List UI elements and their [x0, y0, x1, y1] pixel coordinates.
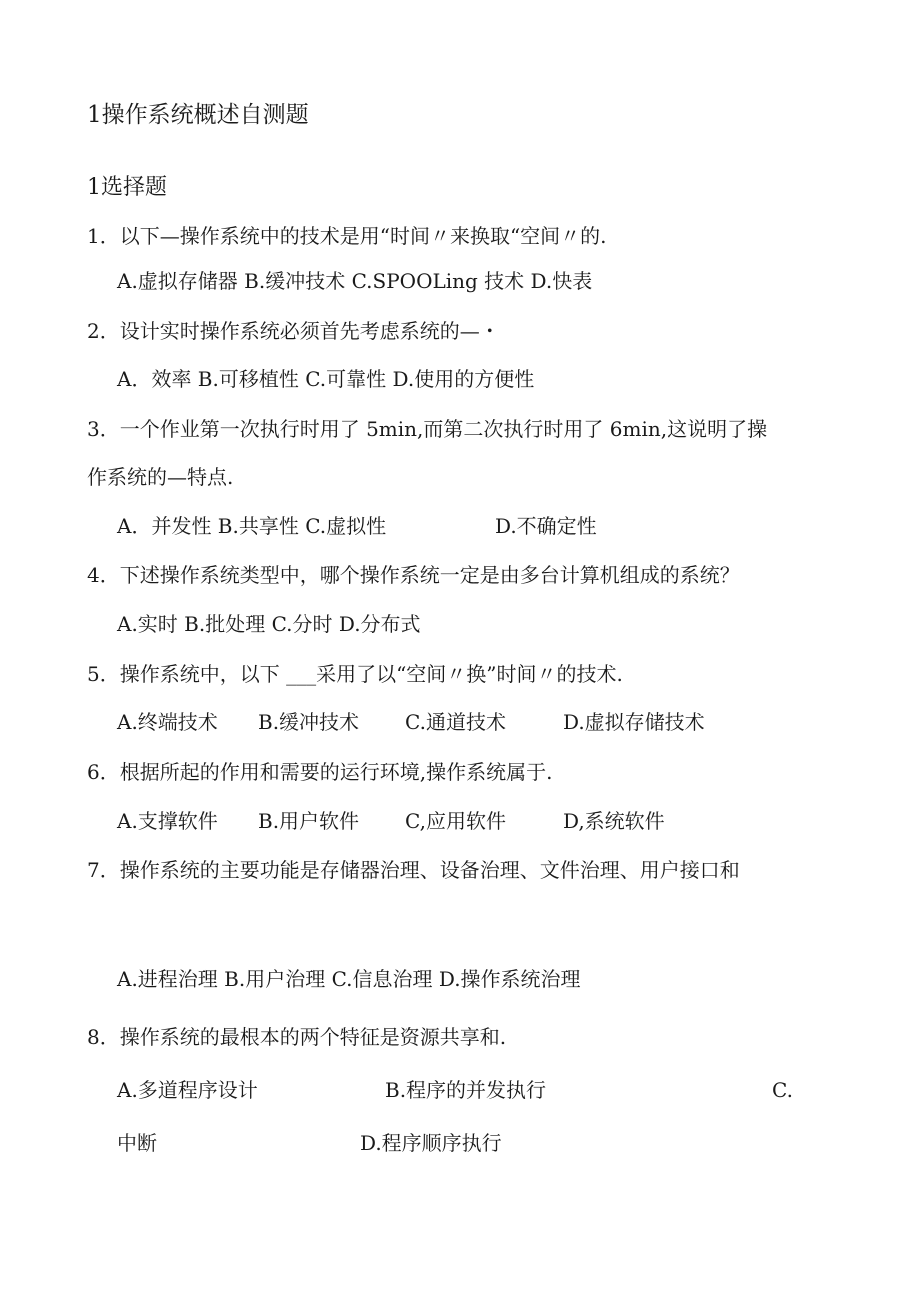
question-6-options	[117, 808, 817, 834]
question-7-options: A.进程治理 B.用户治理 C.信息治理 D.操作系统治理	[117, 967, 581, 991]
question-6-option-d: D,系统软件	[563, 809, 665, 833]
question-1-options: A.虚拟存储器 B.缓冲技术 C.SPOOLing 技术 D.快表	[117, 269, 593, 293]
question-8-option-d: D.程序顺序执行	[360, 1131, 502, 1155]
question-1-stem: 1．以下—操作系统中的技术是用“时间〃来换取“空间〃的.	[87, 224, 607, 248]
question-8-stem: 8．操作系统的最根本的两个特征是资源共享和.	[87, 1025, 507, 1049]
question-2-stem: 2．设计实时操作系统必须首先考虑系统的—・	[87, 319, 500, 343]
question-4-stem: 4．下述操作系统类型中，哪个操作系统一定是由多台计算机组成的系统？	[87, 563, 740, 587]
question-5-option-d: D.虚拟存储技术	[563, 710, 705, 734]
question-5-option-a: A.终端技术	[117, 710, 218, 734]
question-8-option-c-label: C.	[772, 1078, 793, 1102]
document-title: 1操作系统概述自测题	[87, 102, 309, 128]
question-6-stem: 6．根据所起的作用和需要的运行环境,操作系统属于.	[87, 760, 553, 784]
question-3-options-abc: A．并发性 B.共享性 C.虚拟性	[117, 514, 387, 538]
question-6-option-b: B.用户软件	[258, 809, 360, 833]
question-5-stem: 5．操作系统中，以下 ___采用了以“空间〃换”时间〃的技术.	[87, 662, 623, 686]
question-8-options-row2	[117, 1130, 717, 1156]
question-5-option-b: B.缓冲技术	[258, 710, 360, 734]
question-5-option-c: C.通道技术	[405, 710, 506, 734]
question-3-options	[117, 513, 817, 539]
question-8-options-row1	[117, 1077, 807, 1103]
question-3-stem-line2: 作系统的—特点.	[87, 465, 234, 489]
question-3-option-d: D.不确定性	[495, 514, 597, 538]
section-heading: 1选择题	[87, 175, 167, 200]
question-2-options: A．效率 B.可移植性 C.可靠性 D.使用的方便性	[117, 367, 535, 391]
question-6-option-c: C,应用软件	[405, 809, 506, 833]
question-6-option-a: A.支撑软件	[117, 809, 218, 833]
question-7-stem: 7．操作系统的主要功能是存储器治理、设备治理、文件治理、用户接口和	[87, 858, 740, 882]
question-8-option-c-text: 中断	[117, 1131, 157, 1155]
question-8-option-a: A.多道程序设计	[117, 1078, 258, 1102]
question-5-options	[117, 709, 817, 735]
question-8-option-b: B.程序的并发执行	[385, 1078, 547, 1102]
question-4-options: A.实时 B.批处理 C.分时 D.分布式	[117, 612, 421, 636]
question-3-stem-line1: 3．一个作业第一次执行时用了 5min,而第二次执行时用了 6min,这说明了操	[87, 417, 768, 441]
